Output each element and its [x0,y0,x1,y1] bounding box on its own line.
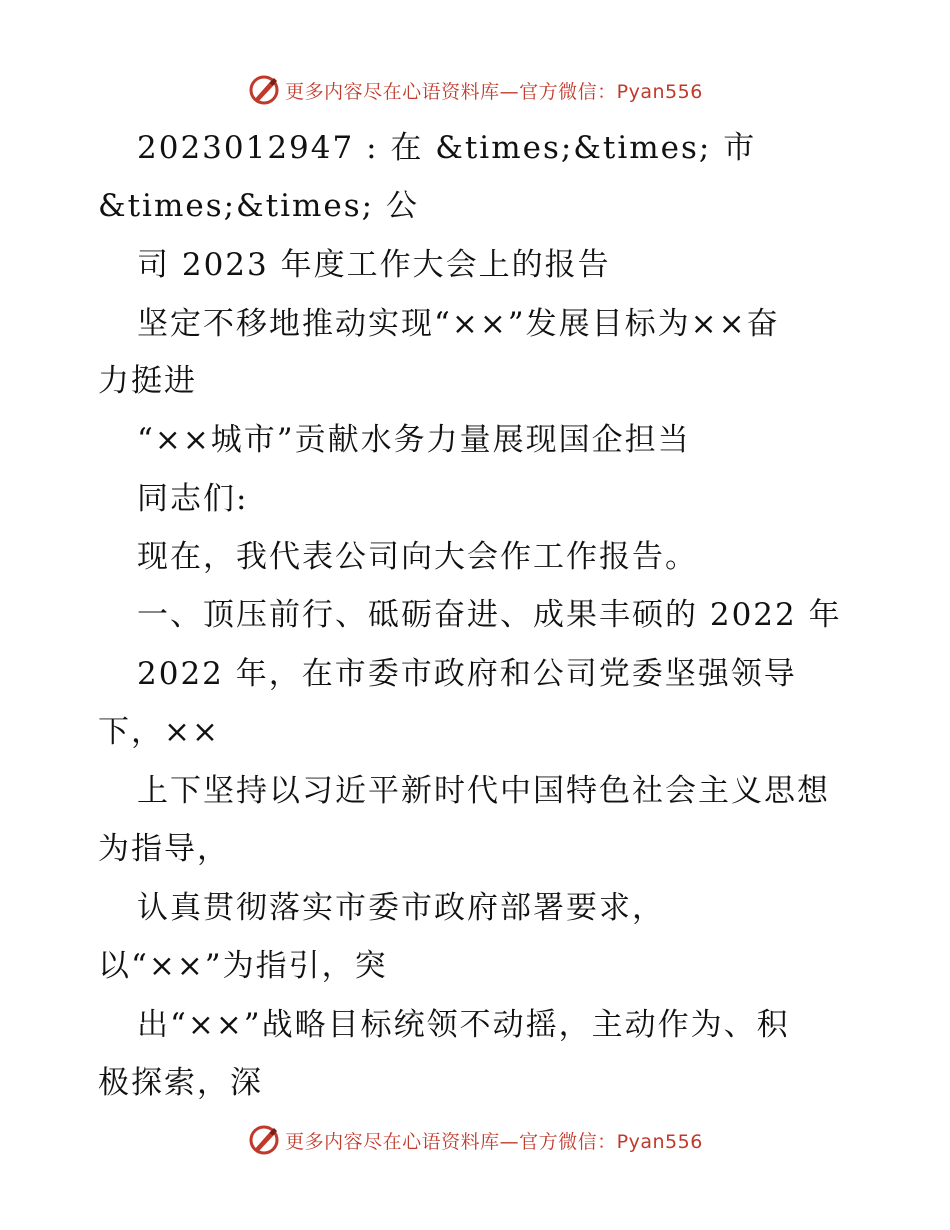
doc-line: 2023012947 : 在 &times;&times; 市 [137,130,757,166]
doc-line: 认真贯彻落实市委市政府部署要求， [137,890,665,926]
doc-line: 极探索，深 [98,1065,263,1101]
doc-line: 一、顶压前行、砥砺奋进、成果丰硕的 2022 年 [137,597,842,633]
watermark-text: 更多内容尽在心语资料库—官方微信：Pyan556 [285,80,703,103]
doc-line: 司 2023 年度工作大会上的报告 [137,247,611,283]
doc-line: 力挺进 [98,363,197,399]
doc-line: 下，×× [98,714,220,750]
doc-line: &times;&times; 公 [98,188,419,224]
doc-line: 上下坚持以习近平新时代中国特色社会主义思想 [137,773,830,809]
doc-line: 2022 年，在市委市政府和公司党委坚强领导 [137,656,797,692]
doc-line: 以“××”为指引，突 [98,948,388,984]
watermark-text: 更多内容尽在心语资料库—官方微信：Pyan556 [285,1130,703,1153]
doc-line: 为指导， [98,831,230,867]
doc-line: “××城市”贡献水务力量展现国企担当 [137,422,691,458]
pen-logo-icon [247,1123,281,1157]
doc-line: 坚定不移地推动实现“××”发展目标为××奋 [137,306,780,342]
doc-line: 出“××”战略目标统领不动摇，主动作为、积 [137,1007,790,1043]
doc-line: 现在，我代表公司向大会作工作报告。 [137,539,698,575]
doc-line: 同志们: [137,481,249,517]
watermark-footer [0,1120,950,1160]
